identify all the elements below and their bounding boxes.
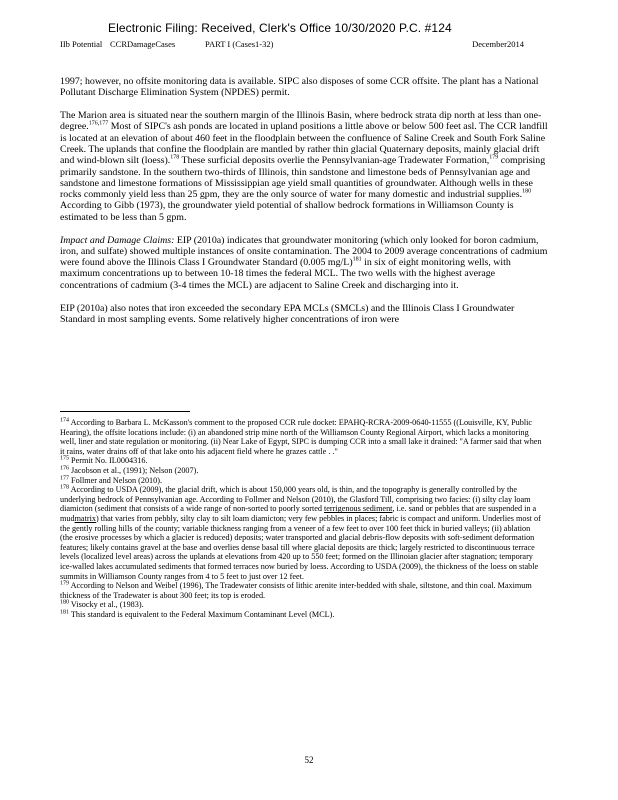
footnote-text: According to Nelson and Weibel (1996), The Tradewater consists of lithic arenite inter-bedded with shale, siltstone, and thin coal. Maximum thickness of the Tradewater is about 300 feet; its top is eroded. [60, 581, 532, 600]
footnote-179 [60, 581, 544, 600]
footnote-link[interactable]: matrix [74, 513, 96, 523]
header-part: PART I (Cases1-32) [205, 39, 274, 49]
footnote-181 [60, 610, 544, 620]
footnote-number: 178 [60, 484, 69, 491]
footnote-text: Visocky et al., (1983). [69, 600, 144, 610]
footnote-ref[interactable]: 181 [352, 256, 362, 263]
footnote-174 [60, 418, 544, 456]
paragraph-geology [60, 110, 548, 223]
text-run: The Marion area is situated near the southern margin of the Illinois Basin, where bedrock strata dip north at less than one-degree. [60, 110, 542, 133]
footnote-177 [60, 476, 544, 486]
footnote-ref[interactable]: 179 [489, 154, 499, 161]
text-run: According to Gibb (1973), the groundwater yield potential of shallow bedrock formations in Williamson County is estimated to be less than 5 gpm. [60, 200, 514, 223]
text-run: Most of SIPC's ash ponds are located in upland positions a little above or below 500 feet asl. The CCR landfill is located at an elevation of about 460 feet in the floodplain between the confluence of Saline Creek and South Fork Saline Creek. The uplands that confine the floodplain are mantled by rather thin glacial Quaternary deposits, mainly glacial drift and wind-blown silt (loess). [60, 121, 548, 167]
footnote-number: 174 [60, 417, 69, 424]
footnote-text: , i.e. sand or pebbles that are suspended in a mud [60, 504, 537, 523]
footnotes [60, 418, 544, 619]
footnote-text: Permit No. IL0004316. [69, 456, 148, 466]
footnote-ref[interactable]: 176,177 [88, 121, 109, 128]
footnote-number: 181 [60, 609, 69, 616]
paragraph-offsite: 1997; however, no offsite monitoring data is available. SIPC also disposes of some CCR offsite. The plant has a National Pollutant Discharge Elimination System (NPDES) permit. [60, 76, 539, 99]
footnote-text: This standard is equivalent to the Federal Maximum Contaminant Level (MCL). [69, 609, 335, 619]
running-header [60, 39, 524, 51]
page-number: 52 [304, 755, 314, 765]
footnote-180 [60, 600, 544, 610]
footnote-text: Follmer and Nelson (2010). [69, 475, 163, 485]
header-title: CCRDamageCases [110, 39, 176, 49]
footnote-number: 179 [60, 580, 69, 587]
paragraph-impact [60, 235, 548, 291]
header-date: December2014 [472, 39, 524, 49]
text-run: in six of eight monitoring wells, with maximum concentrations up to between 10-18 times the federal MCL. The two wells with the highest average concentrations of cadmium (3-4 times the MCL) are adjacent to Saline Creek and discharging into it. [60, 257, 511, 291]
footnote-divider [60, 411, 190, 412]
footnote-link[interactable]: terrigenous sediment [324, 504, 393, 514]
footnote-text: Jacobson et al., (1991); Nelson (2007). [69, 465, 199, 475]
paragraph-iron: EIP (2010a) also notes that iron exceeded the secondary EPA MCLs (SMCLs) and the Illinois Class I Groundwater Standard in most sampling events. Some relatively higher concentrations of iron were [60, 302, 515, 325]
footnote-ref[interactable]: 178 [170, 154, 180, 161]
footnote-number: 175 [60, 455, 69, 462]
footnote-text: According to Barbara L. McKasson's comment to the proposed CCR rule docket: EPAHQ-RCRA-2009-0640-11555 ((Louisville, KY, Public Hearing), the offsite locations include: (i) an abandoned strip mine north of the Williamson County Regional Airport, which lacks a monitoring well, liner and state regulation or monitoring. (ii) Near Lake of Egypt, SIPC is dumping CCR into a small lake it drained: "A farmer said that when it rains, water drains off of that lake onto his adjacent field where he grazes cattle . ." [60, 418, 542, 456]
text-run: comprising primarily sandstone. In the southern two-thirds of Illinois, thin sandstone and limestone beds of Pennsylvanian age and sandstone and limestone formations of Mississippian age yield small quantities of groundwater. Although wells in these rocks commonly yield less than 25 gpm, they are the only source of water for many domestic and industrial supplies. [60, 155, 546, 201]
header-section: IIb Potential [60, 39, 103, 49]
filing-stamp: Electronic Filing: Received, Clerk's Office 10/30/2020 P.C. #124 [108, 21, 452, 35]
footnote-175 [60, 456, 544, 466]
text-run: EIP (2010a) indicates that groundwater monitoring (which only looked for boron cadmium, iron, and sulfate) showed multiple instances of onsite contamination. The 2004 to 2009 average concentrations of cadmium were found above the Illinois Class I Groundwater Standard (0.005 mg/L) [60, 234, 548, 269]
impact-label: Impact and Damage Claims: [60, 234, 175, 246]
footnote-176 [60, 466, 544, 476]
text-run: These surficial deposits overlie the Pennsylvanian-age Tradewater Formation, [179, 155, 490, 167]
body-text [60, 76, 548, 337]
footnote-text: According to USDA (2009), the glacial drift, which is about 150,000 years old, is thin, and the topography is generally controlled by the underlying bedrock of Pennsylvanian age. According to Follmer and Nelson (2010), the Glasford Till, comprising two facies: (i) silty clay loam diamicton (sediment that consists of a wide range of non-sorted to poorly sorted [60, 485, 531, 514]
footnote-text: ) that varies from pebbly, silty clay to silt loam diamicton; very few pebbles in places; fabric is compact and uniform. Underlies most of the gently rolling hills of the county; variable thickness ranging from a veneer of a few feet to over 100 feet thick in buried valleys; (ii) ablation (the erosive processes by which a glacier is reduced) deposits; water transported and glacial debris-flow deposits with soft-sediment deformation features; likely contains gravel at the base and overlies dense basal till where glacial deposits are thick; largely restricted to discontinuous terrace levels (localized level areas) across the uplands at elevations from 420 up to 550 feet; formed on the Illinoian glacier after stagnation; temporary ice-walled lakes accumulated sediments that formed terraces now buried by loess. According to USDA (2009), the thickness of the loess on stable summits in Williamson County ranges from 4 to 5 feet to just over 12 feet. [60, 513, 541, 581]
footnote-number: 177 [60, 474, 69, 481]
footnote-number: 180 [60, 599, 69, 606]
footnote-ref[interactable]: 180 [522, 188, 532, 195]
footnote-number: 176 [60, 465, 69, 472]
footnote-178 [60, 485, 544, 581]
